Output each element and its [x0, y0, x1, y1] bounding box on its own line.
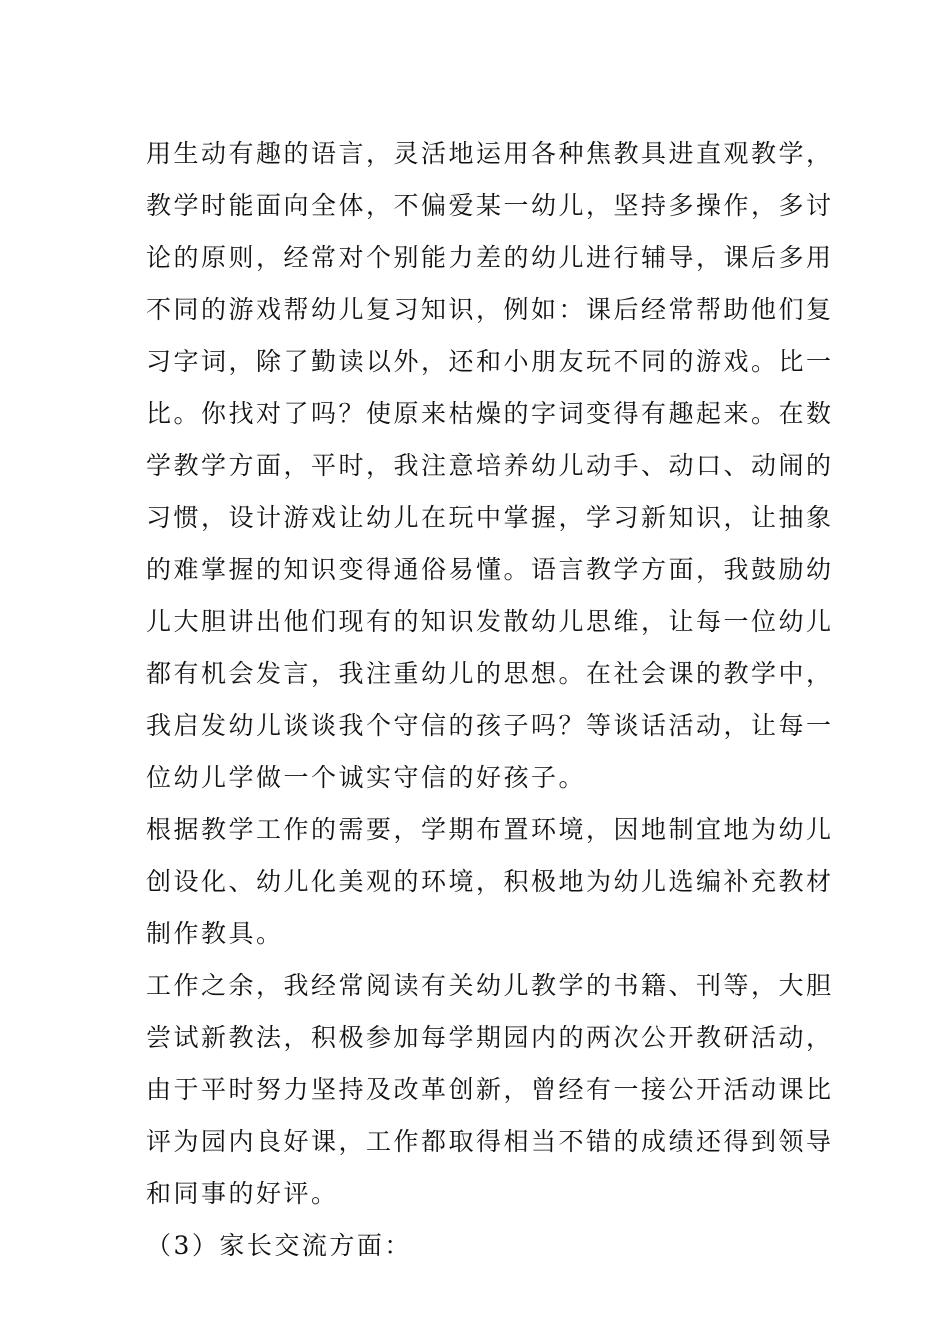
text-line: 学教学方面，平时，我注意培养幼儿动手、动口、动闹的: [146, 451, 834, 480]
text-line: 儿大胆讲出他们现有的知识发散幼儿思维，让每一位幼儿: [146, 607, 834, 636]
text-line: 比。你找对了吗？使原来枯燥的字词变得有趣起来。在数: [146, 399, 834, 428]
text-line: 创设化、幼儿化美观的环境，积极地为幼儿选编补充教材: [146, 867, 834, 896]
text-line: 尝试新教法，积极参加每学期园内的两次公开教研活动，: [146, 1023, 834, 1052]
text-line: 习惯，设计游戏让幼儿在玩中掌握，学习新知识，让抽象: [146, 503, 834, 532]
section-heading: （3）家长交流方面：: [146, 1231, 412, 1260]
text-line: 和同事的好评。: [146, 1179, 339, 1208]
text-line: 都有机会发言，我注重幼儿的思想。在社会课的教学中，: [146, 659, 834, 688]
text-line: 制作教具。: [146, 919, 284, 948]
text-line: 论的原则，经常对个别能力差的幼儿进行辅导，课后多用: [146, 243, 834, 272]
text-line: 教学时能面向全体，不偏爱某一幼儿，坚持多操作，多讨: [146, 191, 834, 220]
text-line: 根据教学工作的需要，学期布置环境，因地制宜地为幼儿: [146, 815, 834, 844]
document-body: [146, 128, 834, 1272]
text-line: 习字词，除了勤读以外，还和小朋友玩不同的游戏。比一: [146, 347, 834, 376]
text-line: 位幼儿学做一个诚实守信的好孩子。: [146, 763, 587, 792]
text-line: 由于平时努力坚持及改革创新，曾经有一接公开活动课比: [146, 1075, 834, 1104]
text-line: 用生动有趣的语言，灵活地运用各种焦教具进直观教学，: [146, 139, 834, 168]
text-line: 我启发幼儿谈谈我个守信的孩子吗？等谈话活动，让每一: [146, 711, 834, 740]
text-line: 工作之余，我经常阅读有关幼儿教学的书籍、刊等，大胆: [146, 971, 834, 1000]
text-line: 不同的游戏帮幼儿复习知识，例如：课后经常帮助他们复: [146, 295, 834, 324]
text-line: 评为园内良好课，工作都取得相当不错的成绩还得到领导: [146, 1127, 834, 1156]
text-line: 的难掌握的知识变得通俗易懂。语言教学方面，我鼓励幼: [146, 555, 834, 584]
